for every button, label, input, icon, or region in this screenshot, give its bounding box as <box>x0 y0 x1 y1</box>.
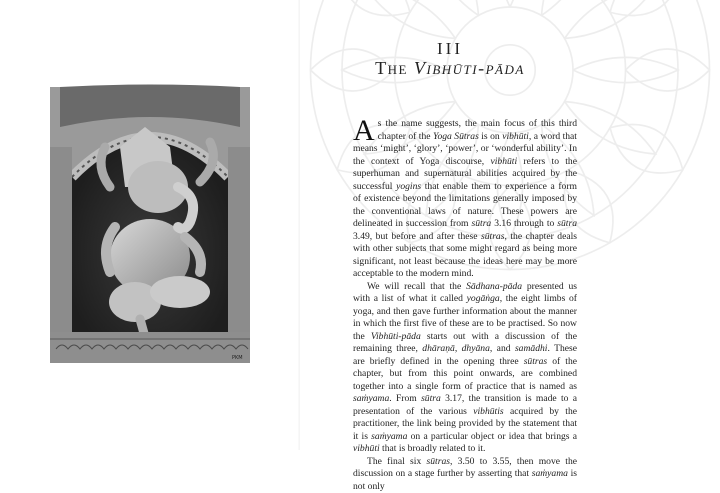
chapter-body-text <box>353 118 577 493</box>
left-page <box>0 0 300 450</box>
svg-text:PKM: PKM <box>232 355 243 361</box>
chapter-title: The Vibhūti-pāda <box>300 58 600 79</box>
paragraph: The final six sūtras, 3.50 to 3.55, then move the discussion on a stage further by asserting that saṁyama is not only <box>353 456 577 493</box>
chapter-number: III <box>300 39 600 59</box>
drop-cap: A <box>353 119 375 143</box>
paragraph: As the name suggests, the main focus of this third chapter of the Yoga Sūtras is on vibhūti, a word that means ‘might’, ‘glory’, ‘power’, or ‘wonderful ability’. In the context of Yoga discourse, vibhūti refers to the superhuman and supernatural abilities acquired by the successful yogins that enable them to experience a form of existence beyond the limitations generally imposed by the conventional laws of nature. These powers are delineated in succession from sūtra 3.16 through to sūtra 3.49, but before and after these sūtras, the chapter deals with other subjects that some might regard as being more significant, not least because the ideas here may be more acceptable to the modern mind. <box>353 118 577 281</box>
ganesha-relief-image <box>50 87 250 363</box>
paragraph: We will recall that the Sādhana-pāda presented us with a list of what it called yogāṅga, the eight limbs of yoga, and then gave further information about the manner in which the first five of these are to be practised. So now the Vibhūti-pāda starts out with a discussion of the remaining three, dhāraṇā, dhyāna, and samādhi. These are briefly defined in the opening three sūtras of the chapter, but from this point onwards, are combined together into a single form of practice that is named as saṁyama. From sūtra 3.17, the transition is made to a presentation of the various vibhūtis acquired by the practitioner, the link being provided by the statement that it is saṁyama on a particular object or idea that brings a vibhūti that is broadly related to it. <box>353 281 577 456</box>
right-page <box>300 0 600 450</box>
